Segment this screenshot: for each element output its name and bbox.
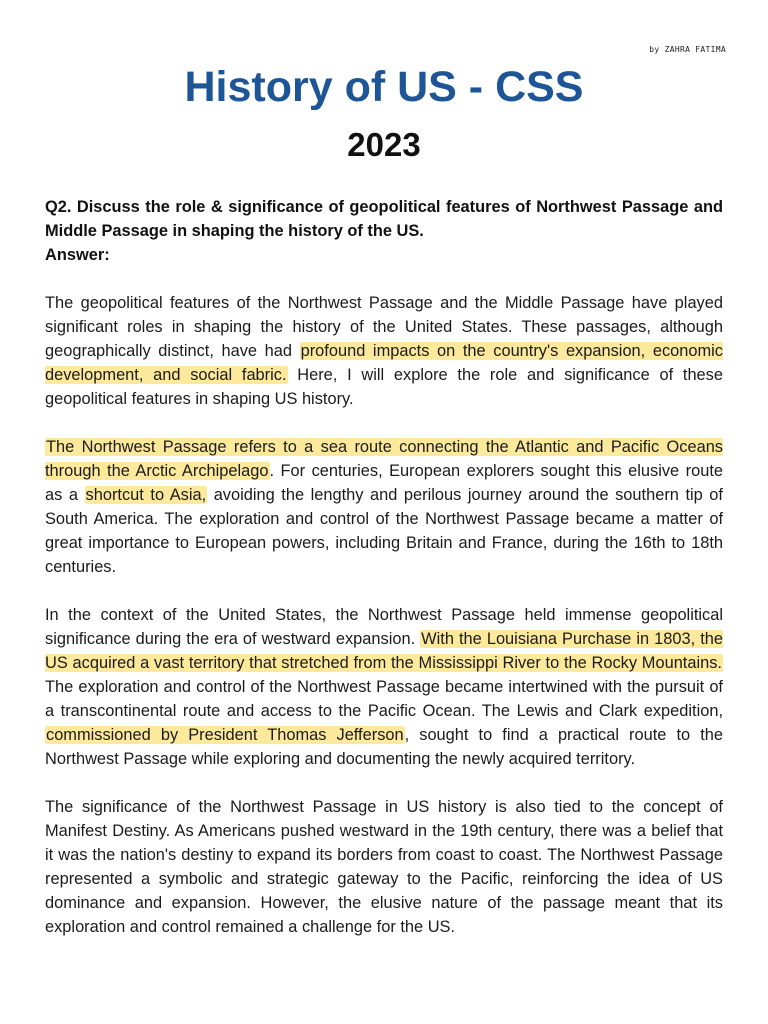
highlighted-text: profound impacts on the country's expansion, economic development, and social fabric. bbox=[45, 342, 723, 384]
highlighted-text: shortcut to Asia, bbox=[85, 486, 207, 504]
document-title: History of US - CSS bbox=[184, 63, 584, 111]
paragraph-text: Here, I will explore the role and significance of these geopolitical features in shaping US history. bbox=[45, 366, 723, 408]
author-credit: by ZAHRA FATIMA bbox=[649, 45, 726, 54]
highlighted-text: commissioned by President Thomas Jefferson bbox=[46, 726, 404, 744]
paragraph-text: The exploration and control of the Northwest Passage became intertwined with the pursuit of a transcontinental route and access to the Pacific Ocean. The Lewis and Clark expedition, bbox=[45, 678, 723, 720]
paragraph-text: . For centuries, European explorers sought this elusive route as a bbox=[45, 462, 723, 504]
highlighted-text: With the Louisiana Purchase in 1803, the US acquired a vast territory that stretched from the Mississippi River to the Rocky Mountains. bbox=[45, 630, 723, 672]
answer-paragraph bbox=[45, 795, 723, 939]
question-text: Q2. Discuss the role & significance of geopolitical features of Northwest Passage and Middle Passage in shaping the history of the US. bbox=[45, 198, 723, 240]
paragraph-text: avoiding the lengthy and perilous journey around the southern tip of South America. The exploration and control of the Northwest Passage became a matter of great importance to European powers, including Britain and France, during the 16th to 18th centuries. bbox=[45, 486, 723, 576]
paragraph-text: The geopolitical features of the Northwest Passage and the Middle Passage have played significant roles in shaping the history of the United States. These passages, although geographically distinct, have had bbox=[45, 294, 723, 360]
highlighted-text: The Northwest Passage refers to a sea route connecting the Atlantic and Pacific Oceans through the Arctic Archipelago bbox=[45, 438, 723, 480]
answer-paragraphs bbox=[45, 291, 723, 939]
answer-paragraph bbox=[45, 435, 723, 579]
paragraph-text: The significance of the Northwest Passage in US history is also tied to the concept of Manifest Destiny. As Americans pushed westward in the 19th century, there was a belief that it was the nation's destiny to expand its borders from coast to coast. The Northwest Passage represented a symbolic and strategic gateway to the Pacific, reinforcing the idea of US dominance and expansion. However, the elusive nature of the passage meant that its exploration and control remained a challenge for the US. bbox=[45, 798, 723, 936]
answer-paragraph bbox=[45, 603, 723, 771]
document-year: 2023 bbox=[347, 126, 421, 163]
document-body bbox=[45, 195, 723, 963]
answer-label: Answer: bbox=[45, 246, 110, 264]
answer-paragraph bbox=[45, 291, 723, 411]
paragraph-text: , sought to find a practical route to the Northwest Passage while exploring and documenting the newly acquired territory. bbox=[45, 726, 723, 768]
paragraph-text: In the context of the United States, the Northwest Passage held immense geopolitical significance during the era of westward expansion. bbox=[45, 606, 723, 648]
